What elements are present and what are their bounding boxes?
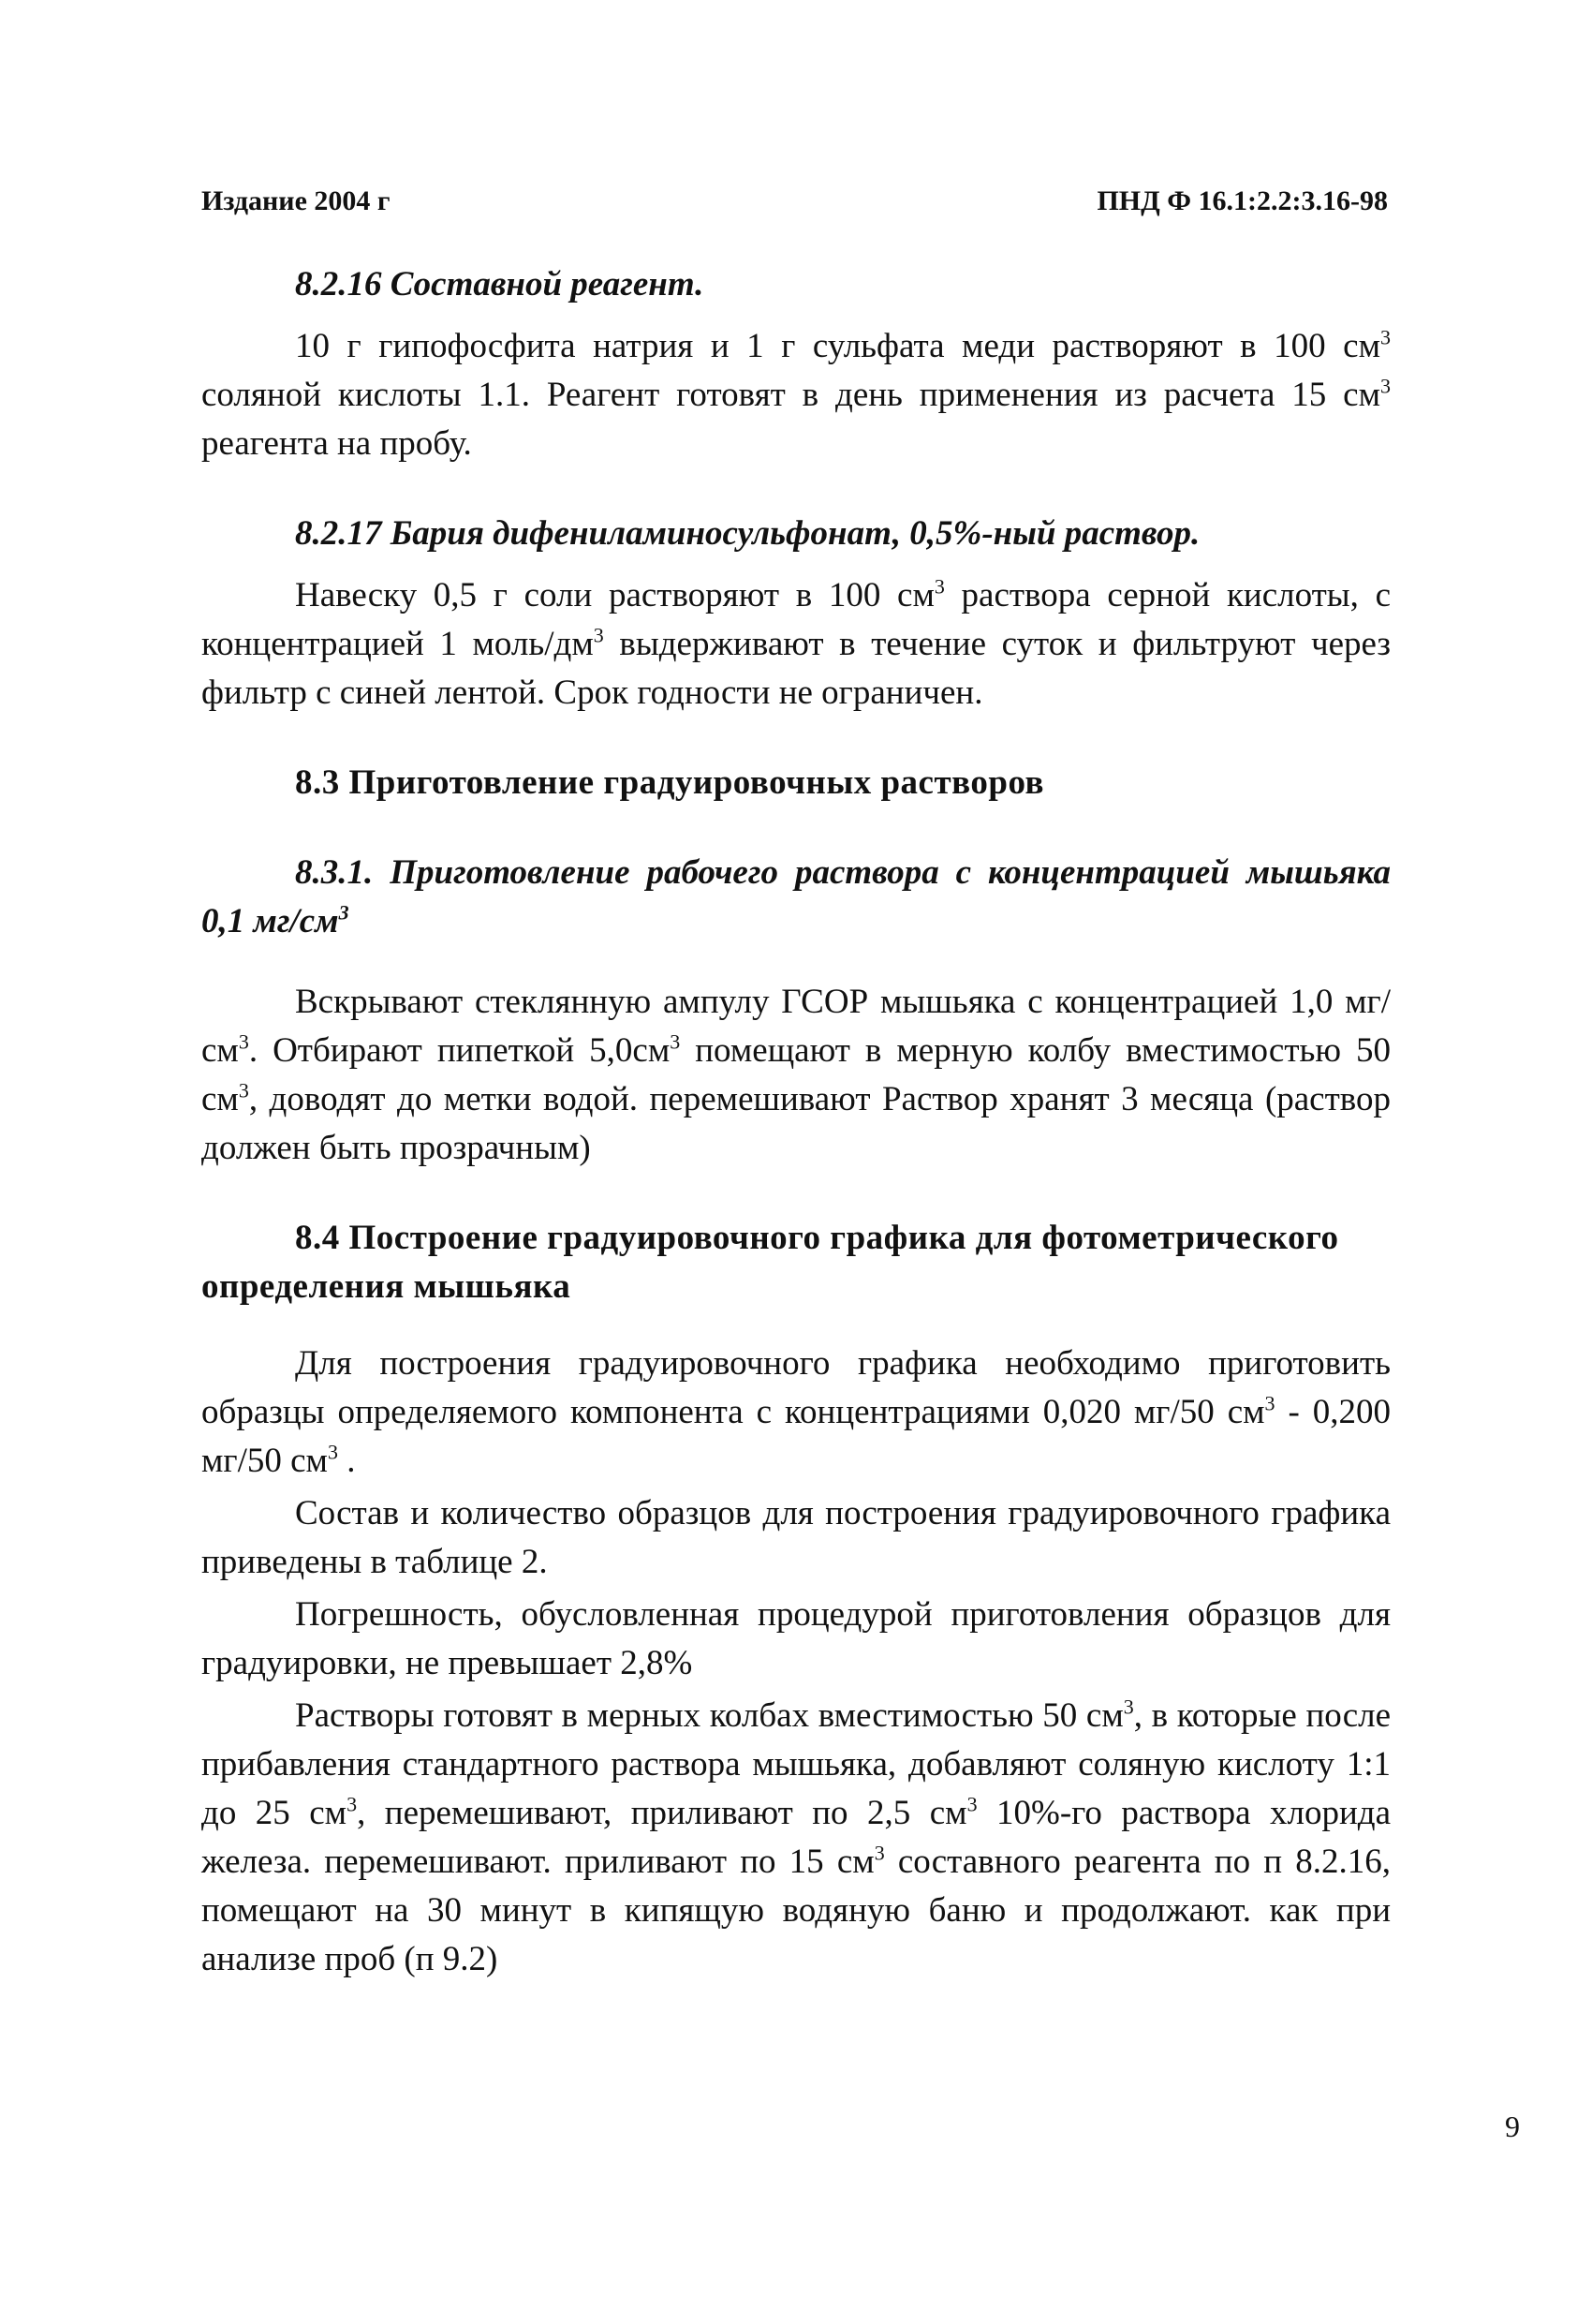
superscript: 3: [238, 1078, 249, 1103]
edition-label: Издание 2004 г: [201, 185, 391, 216]
paragraph-8-2-16: [201, 322, 1391, 468]
superscript: 3: [338, 900, 349, 925]
text-run: . Отбирают пипеткой 5,0см: [248, 1031, 671, 1070]
superscript: 3: [1123, 1695, 1134, 1719]
text-run: 10 г гипофосфита натрия и 1 г сульфата меди растворяют в 100 см: [295, 327, 1380, 365]
document-code: ПНД Ф 16.1:2.2:3.16-98: [1097, 185, 1388, 216]
heading-8-2-16: 8.2.16 Составной реагент.: [295, 265, 704, 303]
superscript: 3: [327, 1440, 338, 1464]
text-run: - 0,200 мг/50 см: [201, 1393, 1392, 1480]
superscript: 3: [670, 1029, 681, 1054]
text-run: помещают в мерную колбу вместимостью 50 см: [201, 1031, 1391, 1118]
page-content: [201, 260, 1391, 1988]
paragraph-8-4-4: [201, 1692, 1391, 1984]
text-run: раствора серной кислоты, с концентрацией 1 моль/дм: [201, 576, 1391, 663]
superscript: 3: [1380, 325, 1391, 349]
paragraph-8-3-1: [201, 978, 1391, 1173]
page-number: 9: [1505, 2109, 1520, 2143]
text-run: реагента на пробу.: [201, 424, 472, 463]
text-run: выдерживают в течение суток и фильтруют через фильтр с синей лентой. Срок годности не ограничен.: [201, 625, 1391, 712]
text-run: , перемешивают, приливают по 2,5 см: [357, 1794, 967, 1832]
text-run: соляной кислоты 1.1. Реагент готовят в день применения из расчета 15 см: [201, 376, 1380, 414]
text-run: 10%-го раствора хлорида железа. перемешивают. приливают по 15 см: [201, 1794, 1391, 1881]
paragraph-8-4-1: [201, 1340, 1391, 1486]
superscript: 3: [1380, 374, 1391, 398]
superscript: 3: [346, 1792, 358, 1816]
paragraph-8-4-2: Состав и количество образцов для построения градуировочного графика приведены в таблице 2.: [201, 1494, 1391, 1581]
text-run: Для построения градуировочного графика необходимо приготовить образцы определяемого компонента с концентрациями 0,020 мг/50 см: [201, 1344, 1391, 1431]
text-run: составного реагента по п 8.2.16, помещают на 30 минут в кипящую водяную баню и продолжают. как при анализе проб (п 9.2): [201, 1843, 1392, 1978]
paragraph-8-4-3: Погрешность, обусловленная процедурой приготовления образцов для градуировки, не превышает 2,8%: [201, 1595, 1391, 1682]
text-run: , в которые после прибавления стандартного раствора мышьяка, добавляют соляную кислоту 1:1 до 25 см: [201, 1696, 1392, 1832]
text-run: , доводят до метки водой. перемешивают Раствор хранят 3 месяца (раствор должен быть прозрачным): [201, 1080, 1391, 1167]
text-run: .: [337, 1442, 356, 1480]
superscript: 3: [593, 623, 604, 647]
superscript: 3: [934, 574, 945, 599]
superscript: 3: [874, 1841, 885, 1865]
superscript: 3: [238, 1029, 249, 1054]
text-run: 8.3.1. Приготовление рабочего раствора с концентрацией мышьяка 0,1 мг/см: [201, 853, 1391, 940]
heading-8-3: 8.3 Приготовление градуировочных растворов: [295, 763, 1045, 802]
superscript: 3: [1264, 1391, 1275, 1415]
heading-8-2-17: 8.2.17 Бария дифениламиносульфонат, 0,5%-ный раствор.: [295, 514, 1201, 553]
paragraph-8-2-17: [201, 571, 1391, 718]
text-run: Вскрывают стеклянную ампулу ГСОР мышьяка с концентрацией 1,0 мг/см: [201, 983, 1391, 1070]
text-run: Навеску 0,5 г соли растворяют в 100 см: [295, 576, 935, 614]
heading-8-4: 8.4 Построение градуировочного графика для фотометрического определения мышьяка: [201, 1219, 1339, 1306]
superscript: 3: [966, 1792, 978, 1816]
text-run: Растворы готовят в мерных колбах вместимостью 50 см: [295, 1696, 1124, 1735]
heading-8-3-1: [201, 849, 1391, 946]
